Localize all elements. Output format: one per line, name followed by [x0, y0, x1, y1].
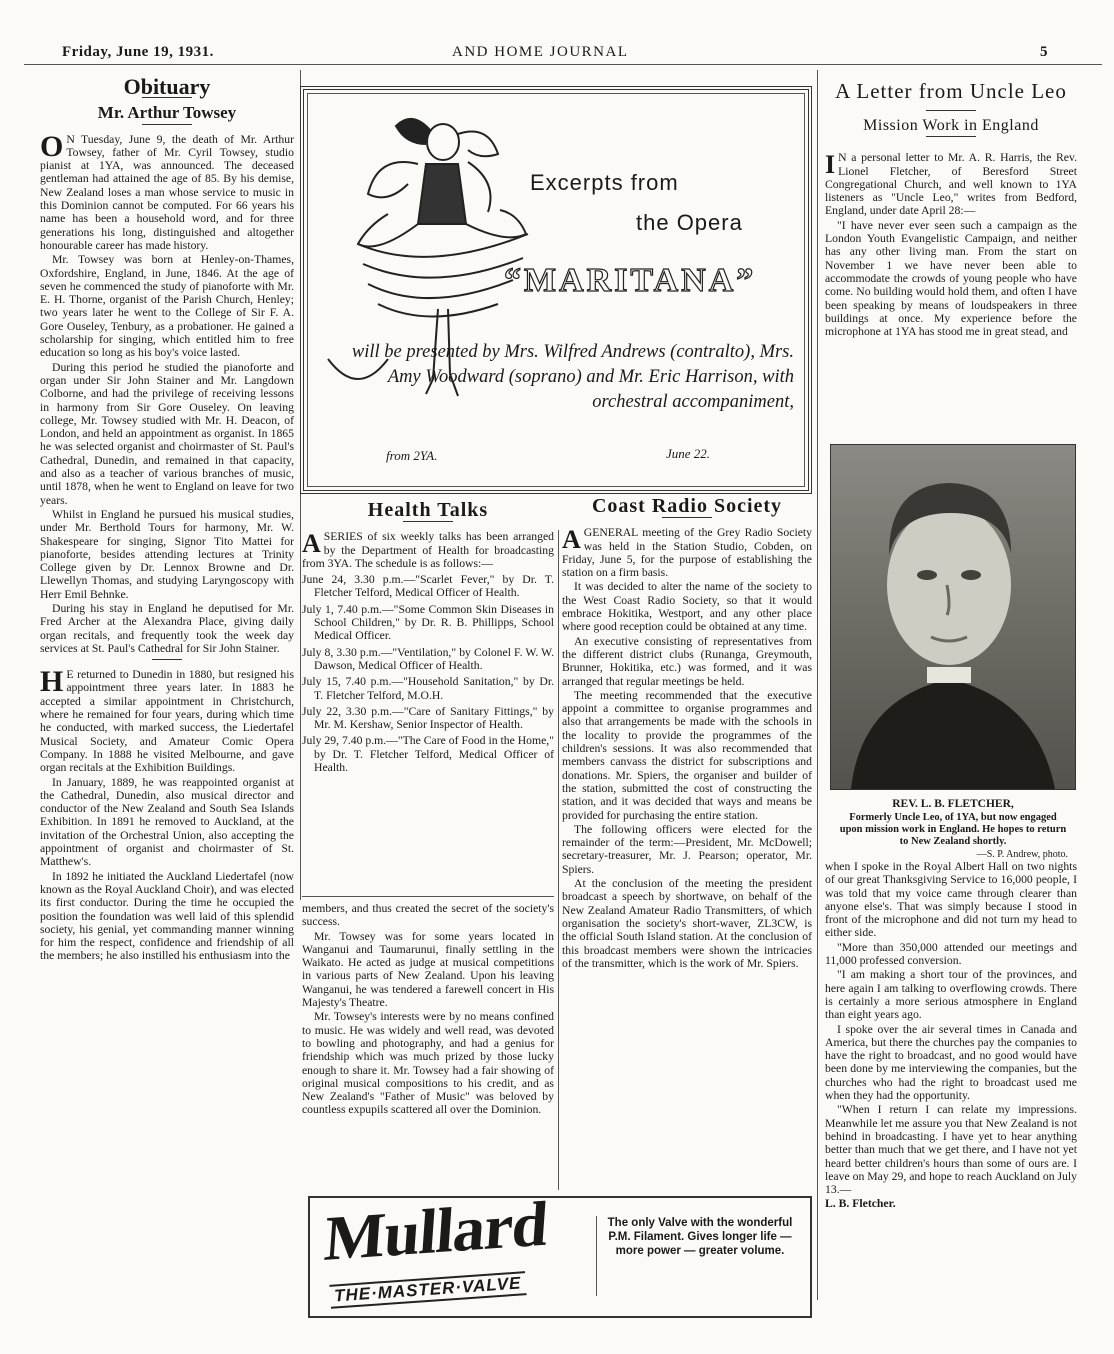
announcement-date: June 22.	[666, 446, 711, 461]
mullard-advertisement	[308, 1187, 812, 1318]
paragraph: H E returned to Dunedin in 1880, but resigned his appointment three years later. In 1883 he accepted a similar appointment in Christchurch, where he remained for four years, during which time he conducted, with marked success, the Liedertafel Musical Society, and Amateur Comic Opera Company. In 1888 he visited Melbourne, and gave organ recitals at the Exhibition Buildings.	[40, 665, 294, 775]
mullard-text: The only Valve with the wonderful P.M. Filament. Gives longer life — more power — greater volume.	[607, 1217, 793, 1257]
opera-title: “MARITANA”	[504, 262, 757, 299]
page-header-date: Friday, June 19, 1931.	[62, 44, 214, 60]
obituary-column	[40, 74, 294, 964]
paragraph: The following officers were elected for the remainder of the term:—President, Mr. McDowell; secretary-treasurer, Mr. J. Pearson; operator, Mr. Spiers.	[562, 822, 812, 876]
divider	[403, 521, 453, 522]
paragraph: I spoke over the air several times in Canada and America, but there the churches pay the companies to have the right to broadcast, and no good would have been done by me interviewing the companies, but the churches who had the right to broadcast used me when they had the opportunity.	[825, 1022, 1077, 1103]
column-rule	[558, 530, 559, 1190]
paragraph: During his stay in England he deputised for Mr. Fred Archer at the Alexandra Place, giving daily organ recitals, and frequently took the week day services at St. Paul's Cathedral for Sir John Stainer.	[40, 601, 294, 655]
paragraph: Whilst in England he pursued his musical studies, under Mr. Berthold Tours for harmony, Mr. W. Shakespeare for singing, Signor Tito Mattei for pianoforte, besides attending lectures at Trinity College given by Dr. Lennox Browne and Dr. Llewellyn Thomas, and studying Laryngoscopy with Herr Emil Behnke.	[40, 507, 294, 601]
column-rule	[817, 70, 818, 1300]
schedule-item: July 29, 7.40 p.m.—"The Care of Food in the Home," by Dr. T. Fletcher Telford, Medical Officer of Health.	[302, 734, 554, 775]
paragraph: In January, 1889, he was reappointed organist at the Cathedral, Dunedin, also musical director and conductor of the New Zealand and South Sea Islands Exhibition. In 1891 he removed to Auckland, at the invitation of the Orchestral Union, also accepting the appointment of organist and choirmaster of St. Matthew's.	[40, 775, 294, 869]
schedule-item: July 8, 3.30 p.m.—"Ventilation," by Colonel F. W. W. Dawson, Medical Officer of Health.	[302, 645, 554, 672]
announcement-station: from 2YA.	[386, 448, 438, 463]
divider	[662, 517, 712, 518]
coast-radio-column	[562, 495, 812, 971]
portrait-figure	[831, 445, 1075, 789]
signature: L. B. Fletcher.	[825, 1197, 896, 1211]
drop-cap: A	[562, 525, 581, 555]
paragraph: Mr. Towsey's interests were by no means confined to music. He was widely and well read, was devoted to bowling and photography, and had a genius for friendship which was much prized by those lucky enough to share it. Mr. Towsey had a fair showing of original musical compositions to his credit, and as New Zealand's "Father of Music" was beloved by countless expupils scattered all over the Dominion.	[302, 1010, 554, 1117]
paragraph: In 1892 he initiated the Auckland Liedertafel (now known as the Royal Auckland Choir), and was elected its first conductor. During the time he occupied the position the foundation was well laid of this splendid society, his genial, yet commanding manner winning for him the respect, confidence and friendship of all the members; he also instilled his enthusiasm into the	[40, 869, 294, 963]
section-title: Obituary	[123, 74, 211, 99]
caption-text: Formerly Uncle Leo, of 1YA, but now engaged upon mission work in England. He hopes to return to New Zealand shortly.	[839, 812, 1067, 847]
paragraph: O N Tuesday, June 9, the death of Mr. Arthur Towsey, father of Mr. Cyril Towsey, studio pianist at 1YA, was announced. The deceased gentleman had attained the age of 85. By his demise, New Zealand loses a man whose service to music in this Dominion cannot be computed. For 66 years his name has been a household word, and for three generations his long, distinguished and altogether honourable career has made history.	[40, 129, 294, 252]
paragraph: "When I return I can relate my impressions. Meanwhile let me assure you that New Zealand is not behind in broadcasting. I have yet to hear anything better than much that we get there, and I have not yet heard better children's hours than some of ours are. I leave on May 29, and hope to reach Auckland on July 13.—	[825, 1103, 1077, 1197]
uncle-leo-column	[825, 80, 1077, 339]
drop-cap: I	[825, 150, 836, 180]
section-rule	[302, 896, 554, 897]
page-header-journal: AND HOME JOURNAL	[452, 44, 629, 60]
paragraph: During this period he studied the pianoforte and organ under Sir John Stainer and Mr. Langdown Colborne, and had the privilege of receiving lessons in harmony from Sir Gore Ouseley. On leaving college, Mr. Towsey studied with Mr. H. Deacon, of London, and held an appointment as organist. In 1865 he was selected organist and choirmaster of St. Paul's Cathedral, Dunedin, and remained in that capacity, and also as a teacher of various branches of music, until 1878, when he went to England on leave for two years.	[40, 360, 294, 507]
caption-name: REV. L. B. FLETCHER,	[892, 798, 1014, 810]
paragraph: Mr. Towsey was born at Henley-on-Thames, Oxfordshire, England, in June, 1846. At the age of seven he commenced the study of pianoforte with Mr. E. H. Thorne, organist of the Parish Church, Henley; two years later he went to the College of Sir F. A. Gore Ouseley, Tenbury, as a probationer. He gained a scholarship for singing, which entitled him to free education so long as his boy's voice lasted.	[40, 253, 294, 360]
drop-cap: H	[40, 665, 64, 699]
drop-cap: A	[302, 529, 321, 559]
mullard-tagline: THE·MASTER·VALVE	[329, 1271, 526, 1309]
drop-cap: O	[40, 129, 64, 163]
divider	[926, 110, 976, 111]
photo-caption	[838, 798, 1068, 860]
announcement-line: Excerpts from	[530, 170, 679, 195]
paragraph: when I spoke in the Royal Albert Hall on two nights of our great Thanksgiving Service to 16,000 people, I was told that my voice came through clearer than anyone else's. That was simply because I stood in front of the microphone and did not turn my head to either side.	[825, 860, 1077, 940]
article-title: Health Talks	[367, 499, 489, 521]
schedule-item: July 22, 3.30 p.m.—"Care of Sanitary Fittings," by Mr. M. Kershaw, Senior Inspector of Health.	[302, 704, 554, 732]
paragraph: It was decided to alter the name of the society to the West Coast Radio Society, so that it would embrace Hokitika, Westport, and any other place where good reception could be obtained at any time.	[562, 580, 812, 634]
paragraph: An executive consisting of representatives from the different district clubs (Runanga, Greymouth, Brunner, Hokitika, etc.) was formed, and it was arranged that regular meetings be held.	[562, 634, 812, 688]
fletcher-photo	[830, 444, 1076, 790]
divider	[926, 136, 976, 137]
obituary-continuation	[302, 902, 554, 1118]
photo-credit: —S. P. Andrew, photo.	[976, 849, 1068, 860]
mullard-brand: Mullard	[322, 1187, 550, 1275]
paragraph: The meeting recommended that the executive appoint a committee to organise programmes and also that arrangements be made with the schools in the locality to provide the programmes of the children's sessions. It was also recommended that members canvass the district for subscriptions and donations. Mr. Spiers, the organiser and builder of the station, submitted the cost of constructing the station, and it was decided that ways and means be provided for purchasing the entire station.	[562, 688, 812, 822]
divider	[152, 659, 182, 660]
maritana-announcement	[300, 86, 812, 494]
uncle-leo-continuation	[825, 860, 1077, 1212]
announcement-body: will be presented by Mrs. Wilfred Andrews (contralto), Mrs. Amy Woodward (soprano) and Mr. Eric Harrison, with orchestral accompaniment,	[351, 342, 794, 412]
article-title: Mr. Arthur Towsey	[97, 103, 237, 123]
announcement-line: the Opera	[636, 210, 743, 235]
header-rule	[24, 64, 1102, 65]
paragraph: At the conclusion of the meeting the president broadcast a speech by shortwave, on behalf of the New Zealand Amateur Radio Transmitters, of which organisation the society's short-waver, ZL3CW, is the official South Island station. At the conclusion of this broadcast members were shown the intricacies of the transmitter, which is the work of Mr. Spiers.	[562, 877, 812, 970]
article-subtitle: Mission Work in England	[863, 117, 1039, 134]
paragraph: members, and thus created the secret of the society's success.	[302, 902, 554, 929]
schedule-item: July 1, 7.40 p.m.—"Some Common Skin Diseases in School Children," by Dr. R. B. Phillipps, School Medical Officer.	[302, 602, 554, 643]
paragraph: "I have never ever seen such a campaign as the London Youth Evangelistic Campaign, and neither has any other living man. From the start on November 1 we have never been able to accommodate the crowds of young people who have come. No building would hold them, and often I have been speaking by means of loudspeakers in three buildings at once. My experience before the microphone at 1YA has stood me in great stead, and	[825, 218, 1077, 339]
schedule-item: July 15, 7.40 p.m.—"Household Sanitation," by Dr. T. Fletcher Telford, M.O.H.	[302, 675, 554, 702]
article-title: Coast Radio Society	[591, 495, 783, 517]
paragraph: "I am making a short tour of the provinces, and here again I am talking to overflowing crowds. There is certainly a more serious atmosphere in England than eight years ago.	[825, 968, 1077, 1022]
mullard-copy	[596, 1216, 793, 1296]
schedule-item: June 24, 3.30 p.m.—"Scarlet Fever," by Dr. T. Fletcher Telford, Medical Officer of Health.	[302, 573, 554, 600]
paragraph: Mr. Towsey was for some years located in Wanganui and Taumarunui, finally settling in the Waikato. He acted as judge at musical competitions in various parts of New Zealand. Upon his leaving Wanganui, he was tendered a farewell concert in His Majesty's Theatre.	[302, 929, 554, 1010]
health-talks-column	[302, 499, 554, 777]
talk-schedule	[302, 573, 554, 774]
paragraph: I N a personal letter to Mr. A. R. Harris, the Rev. Lionel Fletcher, of Beresford Street Congregational Church, and well known to 1YA listeners as "Uncle Leo," writes from Bedford, England, under date April 28:—	[825, 150, 1077, 218]
paragraph: ASERIES of six weekly talks has been arranged by the Department of Health for broadcasting from 3YA. The schedule is as follows:—	[302, 529, 554, 570]
article-title: A Letter from Uncle Leo	[835, 79, 1067, 103]
page-number: 5	[1040, 44, 1048, 60]
divider	[142, 124, 192, 125]
paragraph: AGENERAL meeting of the Grey Radio Society was held in the Station Studio, Cobden, on Friday, June 5, for the purpose of establishing the station on a firm basis.	[562, 525, 812, 580]
paragraph: "More than 350,000 attended our meetings and 11,000 professed conversion.	[825, 940, 1077, 968]
